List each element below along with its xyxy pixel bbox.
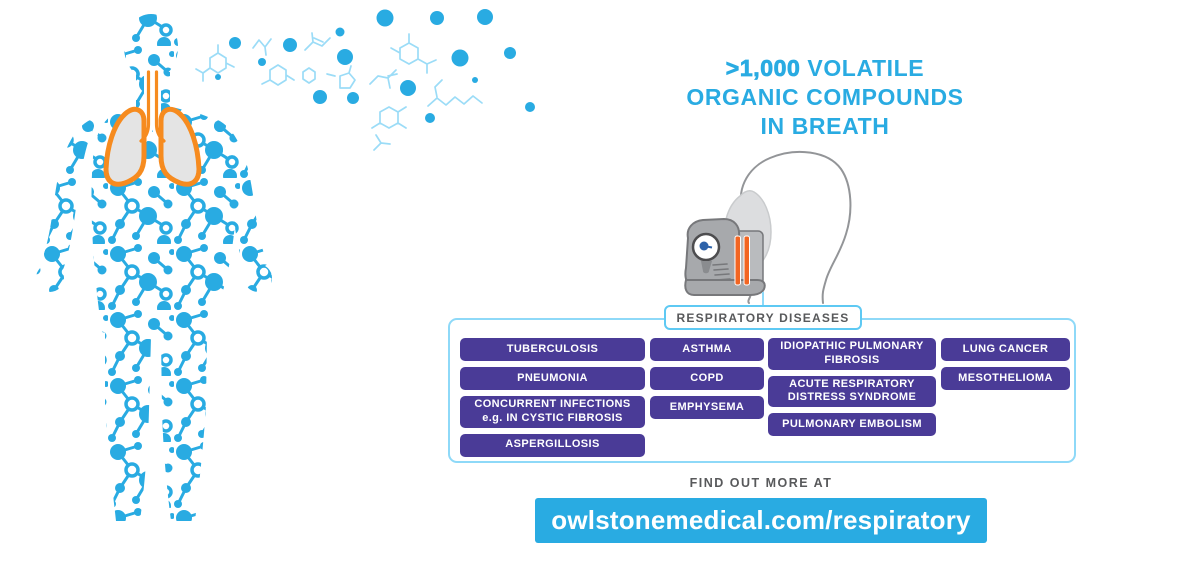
disease-column-1 <box>460 338 645 457</box>
panel-title: RESPIRATORY DISEASES <box>664 305 862 330</box>
disease-column-3 <box>768 338 936 436</box>
disease-pill: MESOTHELIOMA <box>941 367 1070 390</box>
heading-line-1: >1,000 VOLATILE <box>725 55 925 81</box>
disease-pill: PULMONARY EMBOLISM <box>768 413 936 436</box>
website-url-banner[interactable]: owlstonemedical.com/respiratory <box>535 498 987 543</box>
disease-pill: CONCURRENT INFECTIONS e.g. IN CYSTIC FIBROSIS <box>460 396 645 428</box>
disease-pill: COPD <box>650 367 764 390</box>
disease-pill: ASTHMA <box>650 338 764 361</box>
disease-pill: LUNG CANCER <box>941 338 1070 361</box>
heading-highlight: >1,000 <box>725 55 801 81</box>
disease-pill: EMPHYSEMA <box>650 396 764 419</box>
diseases-panel <box>448 318 1076 463</box>
disease-pill: ASPERGILLOSIS <box>460 434 645 457</box>
disease-column-2 <box>650 338 764 419</box>
heading-line-2: ORGANIC COMPOUNDS <box>686 84 964 110</box>
disease-pill: IDIOPATHIC PULMONARY FIBROSIS <box>768 338 936 370</box>
heading-line-3: IN BREATH <box>760 113 890 139</box>
disease-pill: PNEUMONIA <box>460 367 645 390</box>
disease-pill: TUBERCULOSIS <box>460 338 645 361</box>
find-out-more-text: FIND OUT MORE AT <box>689 476 833 490</box>
disease-pill: ACUTE RESPIRATORY DISTRESS SYNDROME <box>768 376 936 408</box>
breath-device-icon <box>685 191 771 295</box>
disease-column-4 <box>941 338 1070 390</box>
